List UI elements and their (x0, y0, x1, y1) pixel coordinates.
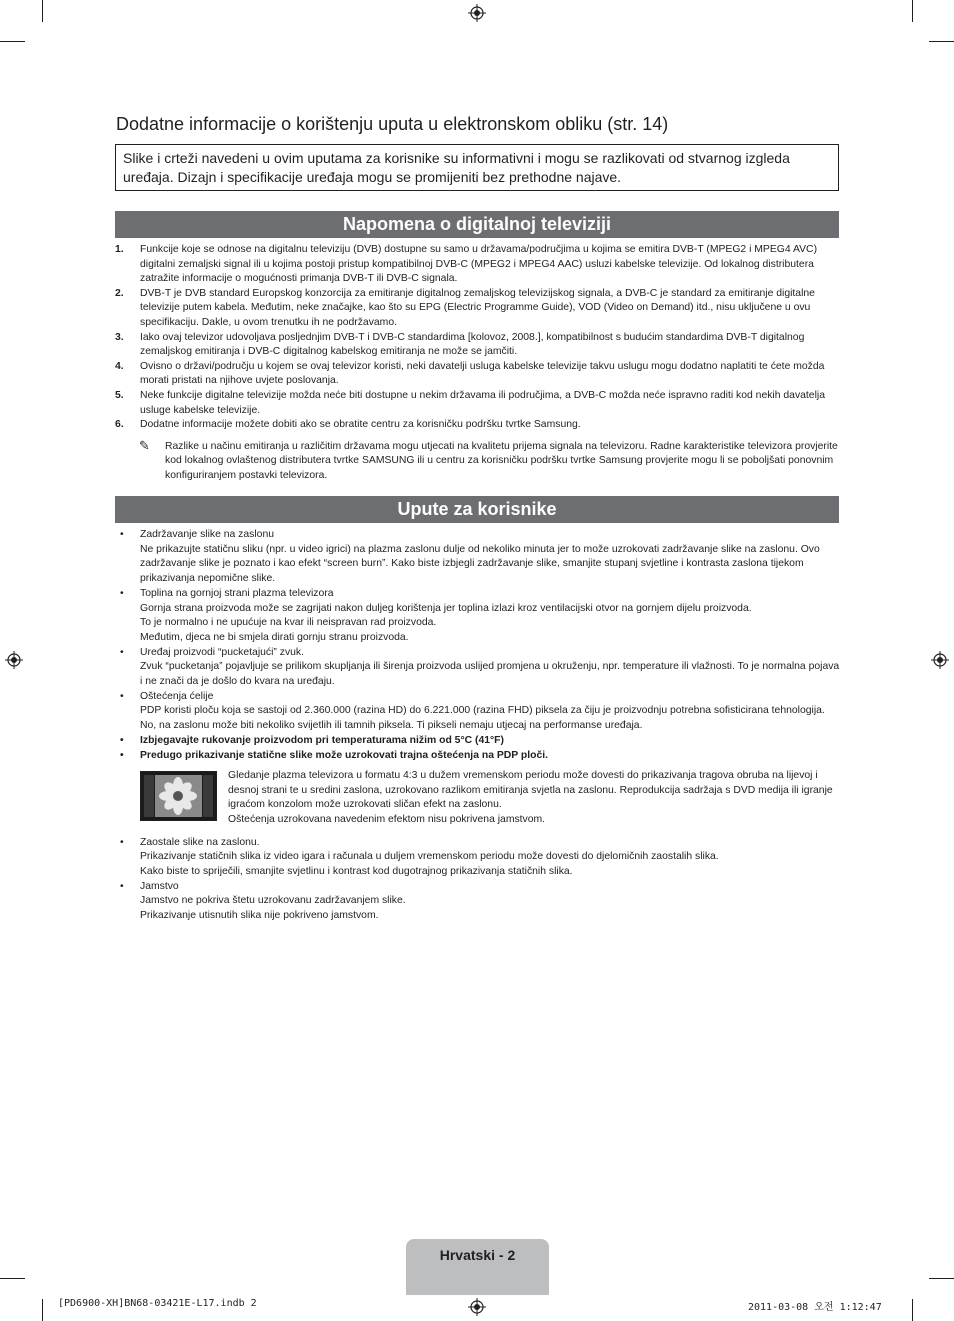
item-text: DVB-T je DVB standard Europskog konzorcija za emitiranje digitalnog zemaljskog televizijskog signala, a DVB-C je standard za emitiranje digitalne televizije putem kabela. Međutim, neke značajke, kao što su EPG (Electric Programme Guide), VOD (Video on Demand) itd., nisu uključene u ovu specifikaciju. Dakle, u ovom trenutku ih ne podržavamo. (140, 287, 815, 328)
crop-mark (42, 0, 43, 22)
item-number: 2. (115, 287, 124, 299)
section-heading-digital-tv: Napomena o digitalnoj televiziji (115, 211, 839, 238)
item-text: Ovisno o državi/području u kojem se ovaj televizor koristi, neki davatelji usluga kabelske televizije takvu uslugu mogu dodatno naplatiti te ćete možda morati pristati na njihove uvjete poslovanja. (140, 360, 825, 387)
note (115, 437, 841, 484)
item-text: Prikazivanje statičnih slika iz video igara i računala u duljem vremenskom periodu može dovesti do djelomičnih zaostalih slika. (140, 851, 719, 863)
note-text: Razlike u načinu emitiranja u različitim državama mogu utjecati na kvalitetu prijema signala na televizoru. Radne karakteristike televizora provjerite kod lokalnog ovlaštenog distributera tvrtke SAMSUNG ili u centru za korisničku podršku tvrtke Samsung provjerite mogu li se poboljšati ponovnim konfiguriranjem postavki televizora. (165, 440, 838, 481)
item-text: Jamstvo ne pokriva štetu uzrokovanu zadržavanjem slike. (140, 895, 406, 907)
list-item (115, 331, 841, 360)
item-title: Izbjegavajte rukovanje proizvodom pri temperaturama nižim od 5°C (41°F) (140, 734, 504, 746)
list-item (115, 749, 841, 764)
item-title: Zadržavanje slike na zaslonu (140, 529, 274, 540)
registration-mark-icon (468, 1298, 486, 1316)
tv-burn-in-illustration (140, 771, 217, 821)
bullet-icon: • (120, 690, 124, 702)
list-item (115, 587, 841, 646)
item-number: 1. (115, 244, 124, 255)
page-number-tab: Hrvatski - 2 (406, 1239, 549, 1295)
list-item (115, 243, 841, 287)
item-number: 4. (115, 360, 124, 372)
page-title: Dodatne informacije o korištenju uputa u elektronskom obliku (str. 14) (116, 114, 669, 134)
print-slug-timestamp: 2011-03-08 오전 1:12:47 (748, 1302, 882, 1313)
item-text: PDP koristi ploču koja se sastoji od 2.360.000 (razina HD) do 6.221.000 (razina FHD) piksela za čiju je proizvodnju potrebna sofisticirana tehnologija. No, na zaslonu može biti nekoliko svijetlih ili tamnih piksela. Ti pikseli nemaju utjecaj na performanse uređaja. (140, 705, 825, 732)
list-item (115, 360, 841, 389)
list-item (115, 389, 841, 418)
list-item (115, 734, 841, 749)
item-text: Neke funkcije digitalne televizije možda neće biti dostupne u nekim državama ili područjima, a DVB-C možda neće ispravno raditi kod nekih davatelja usluge kabelske televizije. (140, 389, 825, 416)
item-text: Kako biste to spriječili, smanjite svjetlinu i kontrast kod dugotrajnog prikazivanja statičnih slika. (140, 866, 573, 878)
bullet-icon: • (120, 646, 124, 658)
print-slug-file: [PD6900-XH]BN68-03421E-L17.indb 2 (58, 1298, 257, 1309)
item-text: To je normalno i ne upućuje na kvar ili neispravan rad proizvoda. (140, 617, 437, 629)
crop-mark (912, 0, 913, 22)
bullet-icon: • (120, 734, 124, 746)
item-number: 6. (115, 419, 124, 431)
item-title: Jamstvo (140, 880, 179, 892)
bullet-icon: • (120, 880, 124, 892)
list-item (115, 880, 841, 924)
item-title: Oštećenja ćelije (140, 690, 214, 702)
pdp-text: Oštećenja uzrokovana navedenim efektom nisu pokrivena jamstvom. (228, 814, 546, 826)
registration-mark-icon (468, 4, 486, 22)
notice-box: Slike i crteži navedeni u ovim uputama za korisnike su informativni i mogu se razlikovati od stvarnog izgleda uređaja. Dizajn i specifikacije uređaja mogu se promijeniti bez prethodne najave. (115, 144, 839, 191)
item-text: Zvuk “pucketanja” pojavljuje se prilikom skupljanja ili širenja proizvoda uslijed promjena u okruženju, npr. temperature ili vlažnosti. To je normalna pojava i ne znači da je došlo do kvara na uređaju. (140, 661, 840, 688)
list-item (115, 287, 841, 331)
item-text: Međutim, djeca ne bi smjela dirati gornju stranu proizvoda. (140, 631, 409, 643)
bullet-icon: • (120, 836, 124, 848)
list-item (115, 690, 841, 734)
pdp-illustration-block (115, 769, 841, 827)
note-pencil-icon: ✎ (139, 437, 150, 453)
item-text: Iako ovaj televizor udovoljava posljednjim DVB-T i DVB-C standardima [kolovoz, 2008.], kompatibilnost s budućim standardima DVB-T digitalnog zemaljskog emitiranja i DVB-C digitalnog kabelskog emitiranja ne može se jamčiti. (140, 331, 805, 358)
item-text: Ne prikazujte statičnu sliku (npr. u video igrici) na plazma zaslonu dulje od nekoliko minuta jer to može uzrokovati zadržavanje slike na zaslonu. Ovo zadržavanje slike je poznato i kao efekt “screen burn”. Kako biste izbjegli zadržavanje slike, smanjite stupanj svjetline i kontrasta zaslona tijekom prikazivanja nepomične slike. (140, 543, 820, 585)
registration-mark-icon (5, 651, 23, 669)
bullet-icon: • (120, 529, 124, 540)
item-title: Uređaj proizvodi “pucketajući” zvuk. (140, 646, 305, 658)
item-text: Dodatne informacije možete dobiti ako se obratite centru za korisničku podršku tvrtke Samsung. (140, 419, 581, 431)
item-title: Toplina na gornjoj strani plazma televizora (140, 587, 334, 599)
item-text: Prikazivanje utisnutih slika nije pokriveno jamstvom. (140, 910, 379, 922)
crop-mark (929, 41, 954, 42)
digital-tv-list (115, 243, 841, 484)
list-item (115, 646, 841, 690)
crop-mark (0, 41, 25, 42)
item-text: Gornja strana proizvoda može se zagrijati nakon duljeg korištenja jer toplina izlazi kroz ventilacijski otvor na gornjem dijelu proizvoda. (140, 602, 752, 614)
user-guide-list (115, 528, 841, 924)
item-number: 3. (115, 331, 124, 343)
registration-mark-icon (931, 651, 949, 669)
crop-mark (929, 1278, 954, 1279)
item-title: Zaostale slike na zaslonu. (140, 836, 260, 848)
crop-mark (0, 1278, 25, 1279)
bullet-icon: • (120, 587, 124, 599)
crop-mark (912, 1299, 913, 1321)
item-title: Predugo prikazivanje statične slike može uzrokovati trajna oštećenja na PDP ploči. (140, 749, 549, 761)
item-text: Funkcije koje se odnose na digitalnu televiziju (DVB) dostupne su samo u državama/područjima u kojima se emitira DVB-T (MPEG2 i MPEG4 AVC) digitalni zemaljski signal ili u kojima postoji pristup kompatibilnoj DVB-C (MPEG2 i MPEG4 AAC) usluzi kabelske televizije. Od lokalnog distributera zatražite informacije o mogućnosti primanja DVB-T ili DVB-C signala. (140, 244, 818, 285)
pdp-text: Gledanje plazma televizora u formatu 4:3 u dužem vremenskom periodu može dovesti do prikazivanja tragova obruba na lijevoj i desnoj strani te u sredini zaslona, uzrokovano razlikom emitiranja svjetla na zaslonu. Reprodukcija sadržaja s DVD medija ili igranje igraćom konzolom može uzrokovati sličan efekt na zaslonu. (228, 770, 833, 811)
list-item (115, 836, 841, 880)
bullet-icon: • (120, 749, 124, 761)
list-item (115, 528, 841, 587)
section-heading-user-guide: Upute za korisnike (115, 496, 839, 523)
crop-mark (42, 1299, 43, 1321)
item-number: 5. (115, 389, 124, 401)
list-item (115, 418, 841, 433)
